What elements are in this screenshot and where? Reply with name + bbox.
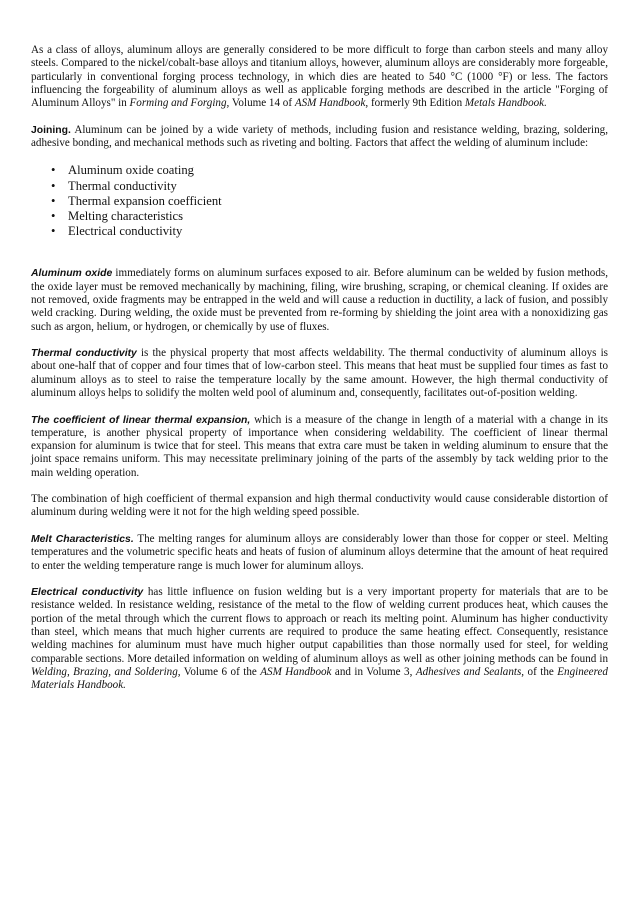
asm-handbook-reference: ASM Handbook, (294, 97, 369, 110)
forming-forging-reference: Forming and Forging, (129, 97, 230, 110)
electrical-conductivity-text: has little influence on fusion welding but is a very important property for materials that are to be resistance welded. In resistance welding, resistance of the metal to the flow of welding current produces heat, which causes the portion of the metal through which the current flows to approach or reach its melting point. Aluminum has higher conductivity than steel, which means that much higher currents are required to produce the same heating effect. Consequently, resistance welding machines for aluminum must have much higher output capabilities than those normally used for steel, for welding comparable sections. More detailed information on welding of aluminum alloys as well as other joining methods can be found in (31, 586, 609, 665)
list-item: • Thermal conductivity (51, 179, 608, 194)
joining-heading: Joining. (31, 124, 71, 136)
melt-characteristics-text: The melting ranges for aluminum alloys are considerably lower than those for copper or steel. Melting temperatures and the volumetric specific heats and heats of fusion of aluminum alloys determine that the amount of heat required to enter the welding temperature range is much lower for aluminum alloys. (31, 532, 608, 572)
engineered-materials-handbook-reference: Engineered Materials Handbook. (31, 665, 608, 692)
combination-text: The combination of high coefficient of thermal expansion and high thermal conductivity would cause considerable distortion of aluminum during welding were it not for the high welding speed possible. (31, 493, 608, 519)
melt-characteristics-heading: Melt Characteristics. (31, 533, 134, 545)
document-page (31, 44, 608, 706)
intro-text: formerly 9th Edition (368, 97, 465, 110)
thermal-expansion-heading: The coefficient of linear thermal expansion, (31, 414, 251, 426)
asm-handbook-reference: ASM Handbook (260, 665, 332, 678)
aluminum-oxide-heading: Aluminum oxide (31, 268, 113, 280)
thermal-conductivity-heading: Thermal conductivity (31, 348, 137, 360)
electrical-conductivity-paragraph (31, 586, 608, 692)
intro-text: As a class of alloys, aluminum alloys are generally considered to be more difficult to forge than carbon steels and many alloy steels. Compared to the nickel/cobalt-base alloys and titanium alloys, however, aluminum alloys are considerably more forgeable, particularly in conventional forging process technology, in which dies are heated to 540 °C (1000 °F) or less. The factors influencing the forgeability of aluminum alloys as well as applicable forging methods are described in the article "Forging of Aluminum Alloys" in (31, 44, 608, 110)
electrical-conductivity-text: Volume 6 of the (180, 665, 261, 678)
aluminum-oxide-text: immediately forms on aluminum surfaces exposed to air. Before aluminum can be welded by fusion methods, the oxide layer must be removed mechanically by machining, filing, wire brushing, scraping, or chemical cleaning. If oxides are not removed, oxide fragments may be entrapped in the weld and will cause a reduction in ductility, a lack of fusion, and possibly weld cracking. During welding, the oxide must be prevented from re-forming by shielding the joint area with a nonoxidizing gas such as argon, helium, or hydrogen, or chemically by use of fluxes. (31, 267, 608, 333)
electrical-conductivity-heading: Electrical conductivity (31, 587, 144, 599)
thermal-conductivity-paragraph (31, 347, 608, 400)
electrical-conductivity-text: and in Volume 3, (331, 665, 416, 678)
thermal-expansion-paragraph (31, 414, 608, 480)
combination-paragraph (31, 493, 608, 520)
joining-paragraph (31, 124, 608, 151)
electrical-conductivity-text: of the (524, 665, 558, 678)
aluminum-oxide-paragraph (31, 267, 608, 333)
welding-factors-list (31, 163, 608, 239)
welding-brazing-soldering-reference: Welding, Brazing, and Soldering, (31, 665, 181, 678)
thermal-expansion-text: which is a measure of the change in length of a material with a change in its temperature, is another physical property of importance when considering weldability. The coefficient of linear thermal expansion for aluminum is twice that for steel. This means that extra care must be taken in welding aluminum to ensure that the joint space remains uniform. This may necessitate preliminary joining of the parts of the assembly by tack welding prior to the main welding operation. (31, 413, 608, 479)
list-item: • Aluminum oxide coating (51, 163, 608, 178)
adhesives-sealants-reference: Adhesives and Sealants, (415, 665, 525, 678)
intro-paragraph (31, 44, 608, 110)
metals-handbook-reference: Metals Handbook. (464, 97, 547, 110)
list-item: • Electrical conductivity (51, 224, 608, 239)
joining-text: Aluminum can be joined by a wide variety of methods, including fusion and resistance welding, brazing, soldering, adhesive bonding, and mechanical methods such as riveting and bolting. Factors that affect the welding of aluminum include: (31, 123, 608, 149)
melt-characteristics-paragraph (31, 533, 608, 573)
thermal-conductivity-text: is the physical property that most affects weldability. The thermal conductivity of aluminum alloys is about one-half that of copper and four times that of low-carbon steel. This means that heat must be supplied four times as fast to aluminum alloys as to steel to raise the temperature locally by the same amount. However, the high thermal conductivity of aluminum alloys helps to solidify the molten weld pool of aluminum and, consequently, facilitates out-of-position welding. (31, 347, 608, 400)
intro-text: Volume 14 of (229, 97, 295, 110)
list-item: • Melting characteristics (51, 209, 608, 224)
list-item: • Thermal expansion coefficient (51, 194, 608, 209)
